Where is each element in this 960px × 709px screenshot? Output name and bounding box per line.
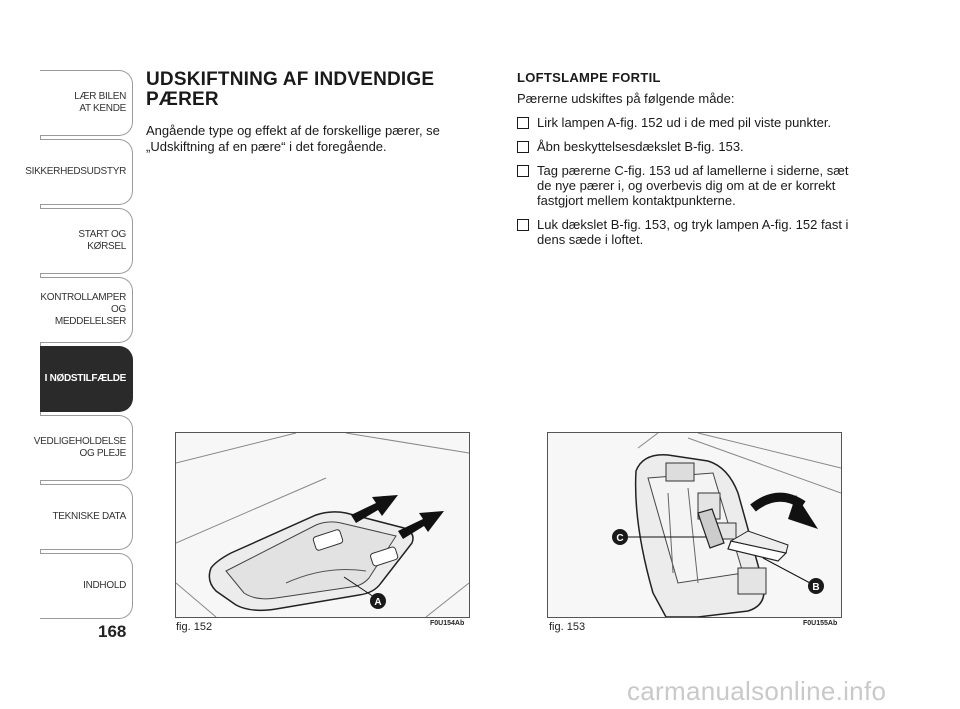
tab-i-nodstilfaelde[interactable]: I NØDSTILFÆLDE xyxy=(40,346,133,412)
step-text: Åbn beskyttelsesdækslet B-fig. 153. xyxy=(537,139,744,154)
chapter-tabs xyxy=(25,70,133,622)
watermark: carmanualsonline.info xyxy=(627,676,887,706)
callout-b-label: B xyxy=(812,582,820,593)
left-column xyxy=(146,70,476,155)
tab-start-og-korsel[interactable]: START OG KØRSEL xyxy=(40,208,133,274)
list-item xyxy=(517,163,857,208)
lamp-interior-illustration xyxy=(548,433,841,617)
subsection-heading: LOFTSLAMPE FORTIL xyxy=(517,70,661,85)
step-text: Lirk lampen A-fig. 152 ud i de med pil viste punkter. xyxy=(537,115,832,130)
tab-laer-bilen-at-kende[interactable]: LÆR BILEN AT KENDE xyxy=(40,70,133,136)
checkbox-bullet-icon xyxy=(517,141,529,153)
callout-c-label: C xyxy=(616,533,624,544)
page-number: 168 xyxy=(98,622,127,641)
figure-152-code: F0U154Ab xyxy=(430,620,465,627)
figure-152-caption: fig. 152 xyxy=(176,621,213,633)
tab-tekniske-data[interactable]: TEKNISKE DATA xyxy=(40,484,133,550)
arrow-icon xyxy=(398,511,444,539)
figure-153-image xyxy=(547,432,842,618)
step-text: Tag pærerne C-fig. 153 ud af lamellerne i siderne, sæt de nye pærer i, og overbevis dig om at de er korrekt fastgjort mellem kontaktpunkterne. xyxy=(537,163,849,208)
list-item xyxy=(517,115,857,130)
callout-a-label: A xyxy=(374,597,382,608)
checkbox-bullet-icon xyxy=(517,219,529,231)
procedure-intro: Pærerne udskiftes på følgende måde: xyxy=(517,91,735,106)
arrow-icon xyxy=(351,495,398,523)
list-item xyxy=(517,217,857,247)
procedure-steps xyxy=(517,115,857,247)
figure-152-image xyxy=(175,432,470,618)
section-heading: UDSKIFTNING AF INDVENDIGE PÆRER xyxy=(146,69,435,110)
checkbox-bullet-icon xyxy=(517,165,529,177)
step-text: Luk dækslet B-fig. 153, og tryk lampen A-fig. 152 fast i dens sæde i loftet. xyxy=(537,217,849,247)
tab-sikkerhedsudstyr[interactable]: SIKKERHEDSUDSTYR xyxy=(40,139,133,205)
tab-indhold[interactable]: INDHOLD xyxy=(40,553,133,619)
right-column xyxy=(517,70,857,256)
tab-vedligeholdelse[interactable]: VEDLIGEHOLDELSE OG PLEJE xyxy=(40,415,133,481)
intro-text: Angående type og effekt af de forskellige pærer, se „Udskiftning af en pære“ i det foregående. xyxy=(146,123,440,154)
ceiling-lamp-illustration xyxy=(176,433,469,617)
figure-153-caption: fig. 153 xyxy=(549,621,586,633)
checkbox-bullet-icon xyxy=(517,117,529,129)
tab-kontrollamper[interactable]: KONTROLLAMPER OG MEDDELELSER xyxy=(40,277,133,343)
figure-153-code: F0U155Ab xyxy=(803,620,838,627)
list-item xyxy=(517,139,857,154)
